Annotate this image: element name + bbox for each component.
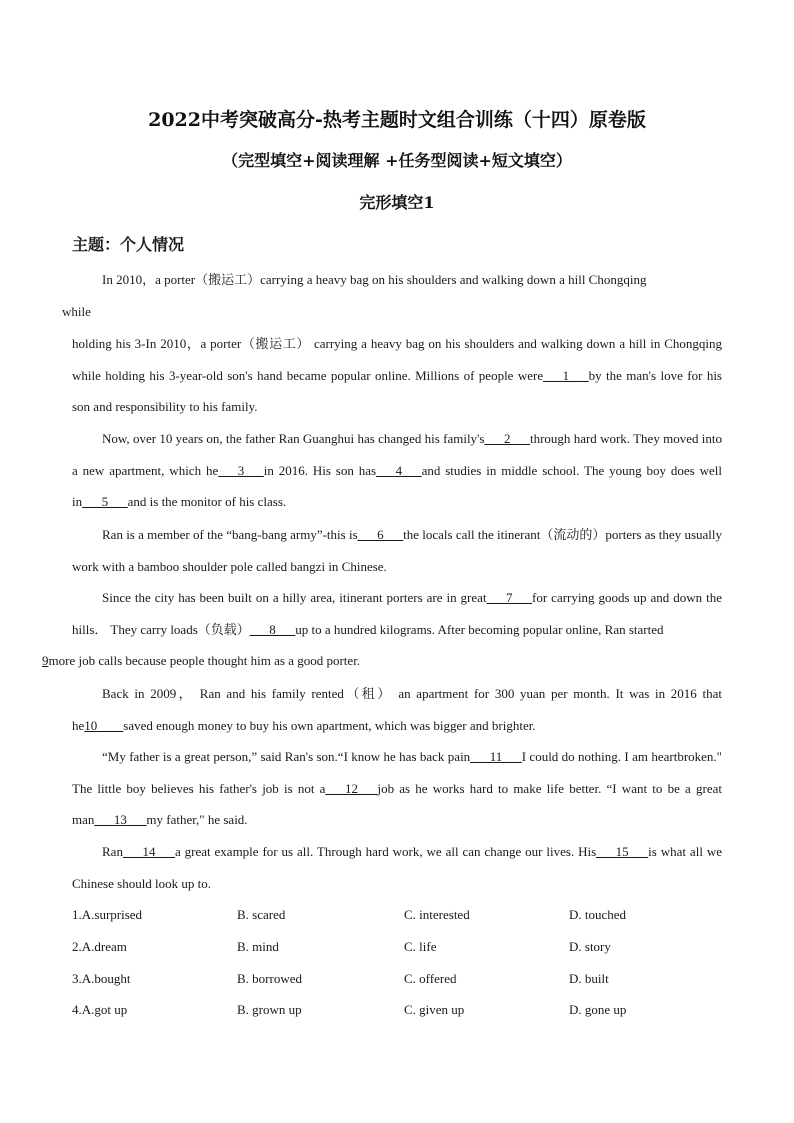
option-3c: C. offered	[404, 970, 457, 986]
blank-3: ___3___	[218, 462, 264, 478]
blank-9: 9	[42, 653, 49, 669]
option-2d: D. story	[569, 938, 611, 954]
blank-15: ___15___	[596, 844, 649, 859]
option-row-1	[72, 907, 732, 939]
option-3b: B. borrowed	[237, 970, 302, 986]
paragraph-1: In 2010，a porter（搬运工）carrying a heavy bag on his shoulders and walking down a hill Chongqing while	[62, 272, 647, 319]
paragraph-3: Now, over 10 years on, the father Ran Guanghui has changed his family's___2___through hard work. They moved into a new apartment, which he___3___in 2016. His son has___4___and studies in middle school. The young boy does well in___5___and is the monitor of his class.	[72, 431, 722, 510]
blank-4: ___4___	[376, 462, 422, 478]
topic-heading: 主题：个人情况	[72, 235, 185, 254]
option-4b: B. grown up	[237, 1002, 302, 1018]
document-title: 2022中考突破高分-热考主题时文组合训练（十四）原卷版	[148, 109, 646, 131]
option-1d: D. touched	[569, 907, 627, 922]
option-1c: C. interested	[404, 907, 470, 922]
option-3d: D. built	[569, 970, 609, 986]
option-4c: C. given up	[404, 1002, 465, 1018]
option-2b: B. mind	[237, 938, 279, 954]
blank-7: ___7___	[486, 590, 533, 605]
paragraph-6: Back in 2009， Ran and his family rented（租） an apartment for 300 yuan per month. It was in 2016 that he10____saved enough money to buy his own apartment, which was bigger and brighter.	[72, 686, 722, 733]
option-4a: 4.A.got up	[72, 1002, 128, 1018]
blank-8: ___8___	[249, 621, 296, 637]
paragraph-4: Ran is a member of the “bang-bang army”-this is___6___the locals call the itinerant（流动的）porters as they usually work with a bamboo shoulder pole called bangzi in Chinese.	[72, 527, 722, 574]
option-1b: B. scared	[237, 907, 286, 922]
section-heading: 完形填空1	[359, 193, 435, 212]
blank-1: ___1___	[543, 367, 589, 383]
answer-options	[72, 907, 732, 1034]
option-row-2	[72, 939, 732, 971]
paragraph-5: Since the city has been built on a hilly area, itinerant porters are in great___7___for carrying goods up and down the hills． They carry loads（负载）___8___up to a hundred kilograms. After becoming popular online, Ran started 9more job calls because people thought him as a good porter.	[42, 590, 722, 669]
option-3a: 3.A.bought	[72, 970, 131, 986]
paragraph-7: “My father is a great person,” said Ran's son.“I know he has back pain___11___I could do nothing. I am heartbroken." The little boy believes his father's job is not a___12___job as he works hard to make life better. “I want to be a great man___13___my father," he said.	[72, 749, 722, 828]
blank-5: ___5___	[82, 494, 128, 510]
blank-10: 10____	[84, 717, 124, 733]
option-row-4	[72, 1002, 732, 1034]
option-row-3	[72, 971, 732, 1003]
option-2c: C. life	[404, 938, 437, 954]
option-2a: 2.A.dream	[72, 938, 127, 954]
paragraph-2: holding his 3-In 2010，a porter（搬运工） carrying a heavy bag on his shoulders and walking down a hill in Chongqing while holding his 3-year-old son's hand became popular online. Millions of people were___1___by the man's love for his son and responsibility to his family.	[72, 336, 722, 415]
option-4d: D. gone up	[569, 1002, 627, 1018]
blank-2: ___2___	[484, 431, 530, 446]
paragraph-8: Ran___14___a great example for us all. Through hard work, we all can change our lives. His___15___is what all we Chinese should look up to.	[72, 844, 722, 891]
blank-11: ___11___	[470, 749, 522, 764]
blank-13: ___13___	[94, 812, 147, 828]
blank-14: ___14___	[122, 844, 175, 859]
blank-12: ___12___	[325, 780, 378, 796]
option-1a: 1.A.surprised	[72, 907, 143, 922]
document-subtitle: （完型填空+阅读理解 +任务型阅读+短文填空）	[222, 151, 572, 170]
blank-6: ___6___	[357, 527, 404, 542]
